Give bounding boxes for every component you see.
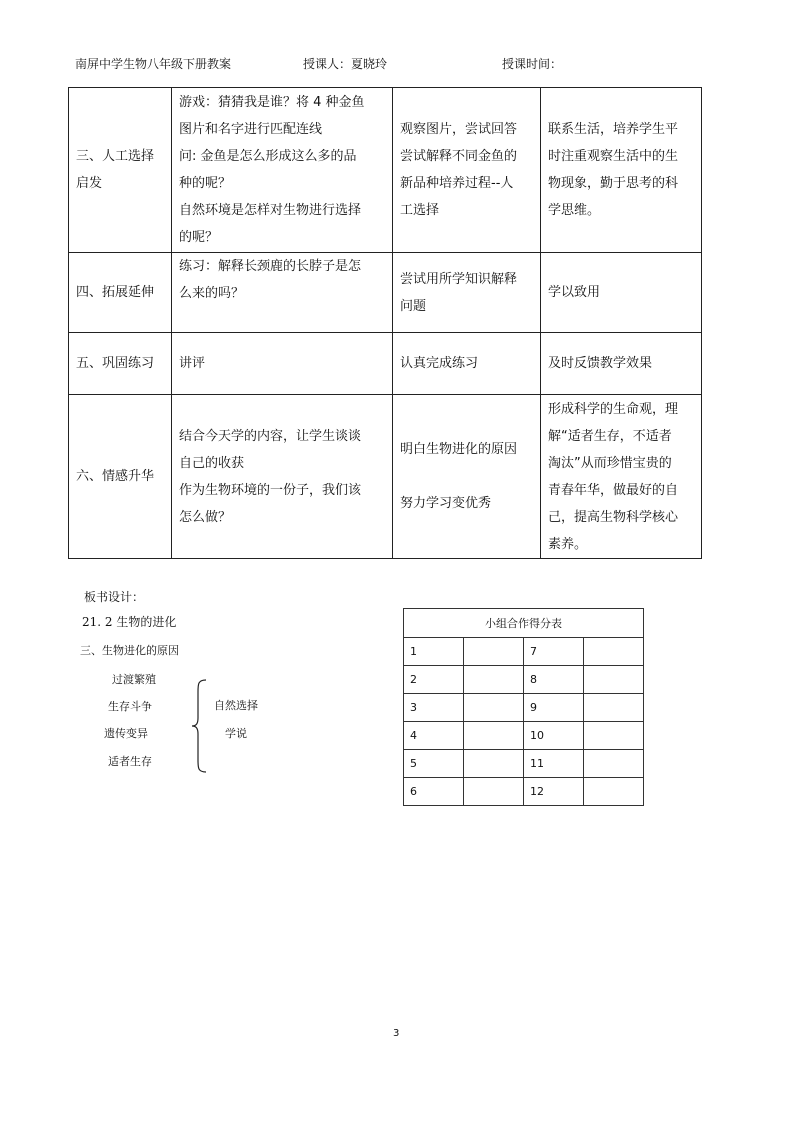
text-line: 形成科学的生命观，理 <box>548 401 679 417</box>
group-score-table <box>403 608 644 806</box>
text-line: 尝试解释不同金鱼的 <box>400 149 518 164</box>
design-intent-cell <box>541 253 702 333</box>
text-line: 自然环境是怎样对生物进行选择 <box>179 203 362 218</box>
text-line: 结合今天学的内容，让学生谈谈 <box>179 428 362 444</box>
table-row <box>404 722 644 750</box>
text-line: 物现象，勤于思考的科 <box>548 176 679 191</box>
text-line: 问题 <box>400 298 427 314</box>
student-activity-cell <box>393 333 541 395</box>
score-cell <box>464 694 524 722</box>
teacher-label: 授课人：夏晓玲 <box>303 57 388 71</box>
stage-line: 启发 <box>76 176 103 191</box>
stage-cell <box>69 395 172 559</box>
table-row <box>404 666 644 694</box>
text-line: 讲评 <box>179 356 206 371</box>
table-row <box>404 609 644 638</box>
stage-cell <box>69 88 172 253</box>
group-number: 6 <box>404 778 464 806</box>
score-cell <box>584 694 644 722</box>
text-line: 及时反馈教学效果 <box>548 356 653 371</box>
group-number: 11 <box>524 750 584 778</box>
student-activity-cell <box>393 88 541 253</box>
group-number: 7 <box>524 638 584 666</box>
lesson-time-label: 授课时间： <box>502 57 563 71</box>
score-cell <box>584 722 644 750</box>
board-section-title: 21. 2 生物的进化 <box>82 615 177 629</box>
table-row <box>69 88 702 253</box>
text-line: 么来的吗？ <box>179 286 245 301</box>
text-line: 图片和名字进行匹配连线 <box>179 122 323 137</box>
table-row <box>404 638 644 666</box>
text-line: 素养。 <box>548 536 588 552</box>
board-item: 适者生存 <box>108 755 152 768</box>
stage-line: 三、人工选择 <box>76 149 155 164</box>
text-line: 作为生物环境的一份子，我们该 <box>179 482 362 498</box>
teacher-activity-cell <box>172 333 393 395</box>
text-line: 明白生物进化的原因 <box>400 442 518 457</box>
group-number: 8 <box>524 666 584 694</box>
board-design-title: 板书设计： <box>84 590 145 604</box>
teacher-activity-cell <box>172 253 393 333</box>
text-line: 游戏：猜猜我是谁？将 4 种金鱼 <box>179 95 365 110</box>
text-line: 观察图片，尝试回答 <box>400 122 518 137</box>
brace-icon <box>190 678 210 774</box>
score-cell <box>584 750 644 778</box>
stage-line: 五、巩固练习 <box>76 356 155 371</box>
board-item: 遗传变异 <box>104 727 148 740</box>
board-item: 生存斗争 <box>108 700 152 713</box>
text-line: 青春年华，做最好的自 <box>548 482 679 498</box>
text-line: 联系生活，培养学生平 <box>548 122 679 137</box>
board-result: 自然选择 <box>214 699 258 712</box>
stage-line: 六、情感升华 <box>76 469 155 484</box>
lesson-plan-table <box>68 87 702 559</box>
group-number: 5 <box>404 750 464 778</box>
page-number: 3 <box>393 1028 400 1039</box>
group-number: 1 <box>404 638 464 666</box>
score-cell <box>584 638 644 666</box>
score-cell <box>464 778 524 806</box>
text-line: 解“适者生存，不适者 <box>548 428 672 444</box>
score-cell <box>464 722 524 750</box>
text-line: 努力学习变优秀 <box>400 496 492 511</box>
text-line: 学思维。 <box>548 203 601 218</box>
stage-cell <box>69 333 172 395</box>
school-course-label: 南屏中学生物八年级下册教案 <box>75 57 232 71</box>
text-line: 尝试用所学知识解释 <box>400 271 518 287</box>
score-cell <box>584 666 644 694</box>
text-line: 学以致用 <box>548 285 601 300</box>
table-row <box>69 253 702 333</box>
score-cell <box>464 638 524 666</box>
teacher-activity-cell <box>172 395 393 559</box>
board-result: 学说 <box>225 727 247 740</box>
score-cell <box>464 750 524 778</box>
text-line: 新品种培养过程--人 <box>400 176 514 191</box>
text-line: 己，提高生物科学核心 <box>548 509 679 525</box>
text-line: 工选择 <box>400 203 440 218</box>
text-line: 练习：解释长颈鹿的长脖子是怎 <box>179 259 362 274</box>
text-line: 种的呢？ <box>179 176 232 191</box>
text-line: 问: 金鱼是怎么形成这么多的品 <box>179 149 357 164</box>
text-line: 时注重观察生活中的生 <box>548 149 679 164</box>
student-activity-cell <box>393 253 541 333</box>
text-line: 认真完成练习 <box>400 356 479 371</box>
group-number: 2 <box>404 666 464 694</box>
stage-cell <box>69 253 172 333</box>
teacher-activity-cell <box>172 88 393 253</box>
text-line: 怎么做？ <box>179 509 232 525</box>
text-line: 的呢？ <box>179 230 219 245</box>
group-number: 3 <box>404 694 464 722</box>
group-number: 4 <box>404 722 464 750</box>
student-activity-cell <box>393 395 541 559</box>
table-row <box>404 694 644 722</box>
group-number: 9 <box>524 694 584 722</box>
board-item: 过渡繁殖 <box>112 673 156 686</box>
design-intent-cell <box>541 395 702 559</box>
text-line: 自己的收获 <box>179 455 245 471</box>
score-cell <box>584 778 644 806</box>
design-intent-cell <box>541 88 702 253</box>
group-number: 12 <box>524 778 584 806</box>
table-row <box>69 333 702 395</box>
stage-line: 四、拓展延伸 <box>76 285 155 300</box>
table-row <box>404 778 644 806</box>
table-row <box>404 750 644 778</box>
design-intent-cell <box>541 333 702 395</box>
group-number: 10 <box>524 722 584 750</box>
board-heading: 三、生物进化的原因 <box>80 644 179 657</box>
text-line: 淘汰”从而珍惜宝贵的 <box>548 455 672 471</box>
table-row <box>69 395 702 559</box>
score-table-title: 小组合作得分表 <box>404 609 644 638</box>
score-cell <box>464 666 524 694</box>
